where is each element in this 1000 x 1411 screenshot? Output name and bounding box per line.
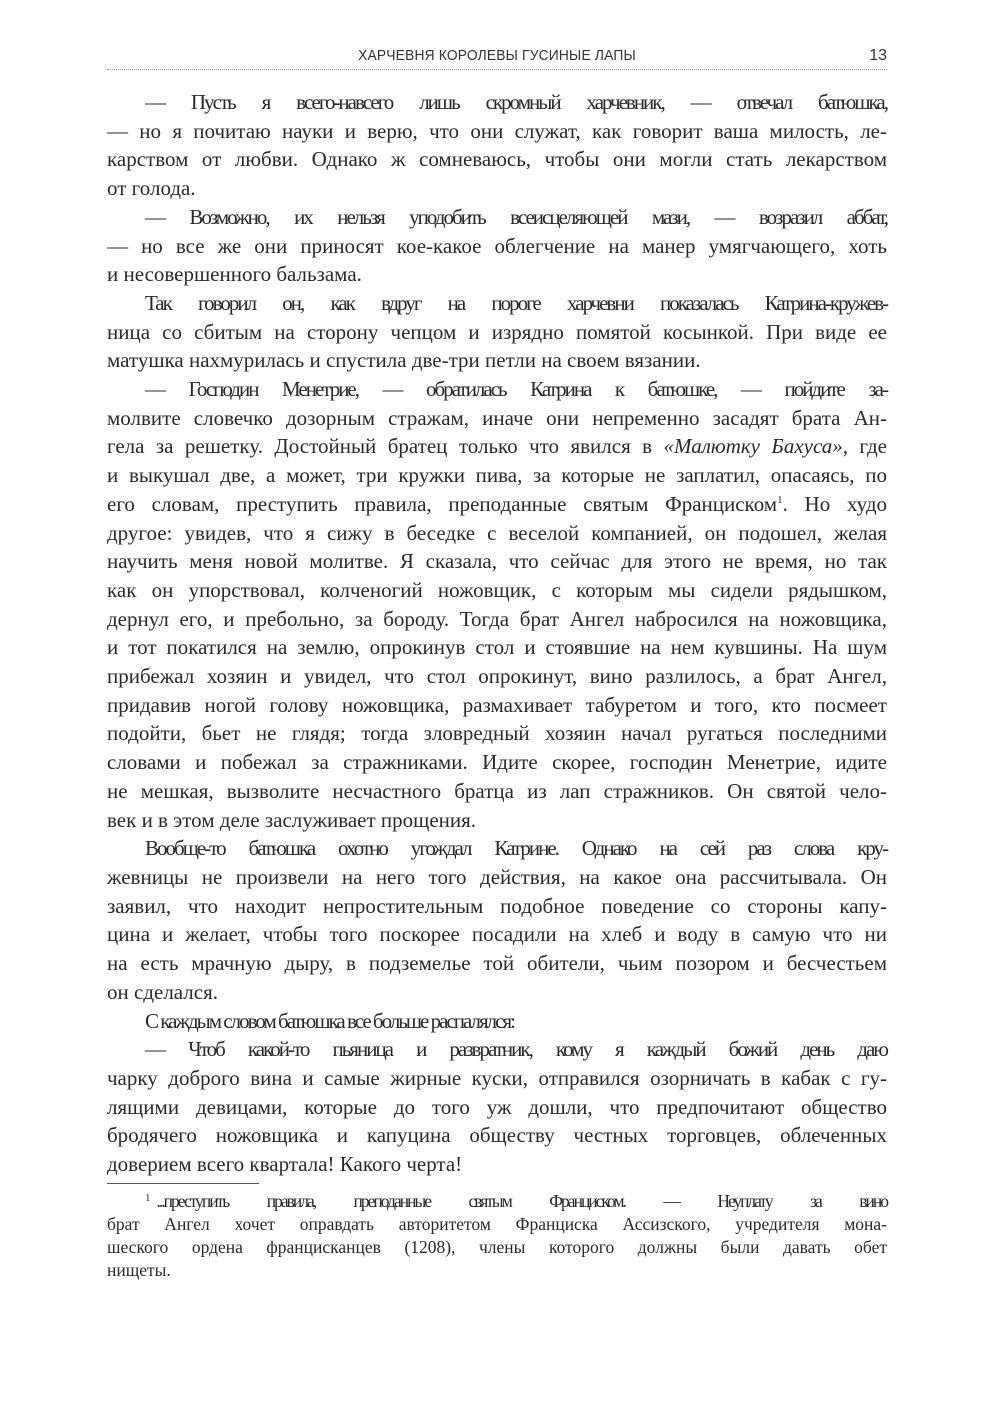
text-line: — Господин Менетрие, — обратилась Катрина к батюшке, — пойдите за- bbox=[145, 377, 887, 402]
paragraph bbox=[107, 203, 887, 289]
text-line: словами и побежал за стражниками. Идите скорее, господин Менетрие, идите bbox=[107, 750, 887, 775]
footnote-mark: 1 bbox=[145, 1192, 149, 1204]
text-segment: , где bbox=[842, 434, 887, 459]
footnote-line: нищеты. bbox=[107, 1260, 171, 1280]
footnote-line: брат Ангел хочет оправдать авторитетом Франциска Ассизского, учредителя мона- bbox=[107, 1214, 887, 1234]
text-line: другое: увидев, что я сижу в беседке с веселой компанией, он подошел, желая bbox=[107, 520, 887, 545]
text-line bbox=[107, 432, 887, 461]
text-line: — но я почитаю науки и верю, что они служат, как говорит ваша милость, ле- bbox=[107, 118, 887, 143]
text-line: прибежал хозяин и увидел, что стол опрокинут, вино разлилось, а брат Ангел, bbox=[107, 664, 887, 689]
text-line: — Чтоб какой-то пьяница и развратник, кому я каждый божий день даю bbox=[145, 1037, 887, 1062]
text-line: он сделался. bbox=[107, 979, 219, 1004]
paragraph bbox=[107, 375, 887, 834]
footnote-line bbox=[107, 1190, 887, 1213]
text-line: век и в этом деле заслуживает прощения. bbox=[107, 807, 477, 832]
text-line: бродячего ножовщика и капуцина обществу честных торговцев, облеченных bbox=[107, 1123, 887, 1148]
text-line: придавив ногой голову ножовщика, размахивает табуретом и того, кто посмеет bbox=[107, 692, 887, 717]
text-line: не мешкая, вызволите несчастного братца из лап стражников. Он святой чело- bbox=[107, 778, 887, 803]
paragraph bbox=[107, 834, 887, 1006]
text-line: и тот покатился на землю, опрокинув стол и стоявшие на нем кувшины. На шум bbox=[107, 635, 887, 660]
text-line: на есть мрачную дыру, в подземелье той обители, чьим позором и бесчестьем bbox=[107, 951, 887, 976]
text-line: подойти, бьет не глядя; тогда зловредный хозяин начал ругаться последними bbox=[107, 721, 887, 746]
text-segment: его словам, преступить правила, преподанные святым Франциском bbox=[107, 491, 778, 516]
text-line: Так говорил он, как вдруг на пороге харчевни показалась Катрина-кружев- bbox=[145, 290, 887, 315]
text-line: матушка нахмурилась и спустила две-три петли на своем вязании. bbox=[107, 348, 701, 373]
text-line: С каждым словом батюшка все больше распалялся: bbox=[145, 1008, 514, 1033]
text-line: как он упорствовал, колченогий ножовщик, с которым мы сидели рядышком, bbox=[107, 577, 887, 602]
text-line: от голода. bbox=[107, 176, 196, 201]
text-line: молвите словечко дозорным стражам, иначе они непременно засадят брата Ан- bbox=[107, 405, 887, 430]
footnote-reference: 1 bbox=[777, 493, 783, 506]
footnote bbox=[107, 1190, 887, 1282]
running-header bbox=[107, 45, 887, 70]
text-segment: гела за решетку. Достойный братец только что явился в bbox=[107, 434, 664, 459]
paragraph bbox=[107, 1035, 887, 1179]
italic-title: «Малютку Бахуса» bbox=[663, 434, 843, 459]
text-line: — Пусть я всего-навсего лишь скромный харчевник, — отвечал батюшка, bbox=[145, 90, 887, 114]
footnote-text: ...преступить правила, преподанные святым Франциском. — Неуплату за вино bbox=[156, 1191, 887, 1211]
paragraph bbox=[107, 289, 887, 375]
text-line: научить меня новой молитве. Я сказала, что сейчас для этого не время, но так bbox=[107, 549, 887, 574]
text-segment: . Но худо bbox=[782, 491, 888, 516]
footnote-divider bbox=[107, 1183, 259, 1184]
footnote-line: шеского ордена францисканцев (1208), члены которого должны были давать обет bbox=[107, 1237, 887, 1257]
text-line: Вообще-то батюшка охотно угождал Катрине. Однако на сей раз слова кру- bbox=[145, 836, 887, 861]
text-line: и несовершенного бальзама. bbox=[107, 262, 362, 287]
paragraph bbox=[107, 1007, 887, 1036]
page-number: 13 bbox=[869, 47, 887, 64]
text-line: заявил, что находит непростительным подобное поведение со стороны капу- bbox=[107, 893, 887, 918]
text-line: — Возможно, их нельзя уподобить всеисцеляющей мази, — возразил аббат, bbox=[145, 204, 887, 229]
text-line: лящими девицами, которые до того уж дошли, что предпочитают общество bbox=[107, 1094, 887, 1119]
text-line: дернул его, и пребольно, за бороду. Тогда брат Ангел набросился на ножовщика, bbox=[107, 606, 887, 631]
text-line: чарку доброго вина и самые жирные куски, отправился озорничать в кабак с гу- bbox=[107, 1065, 887, 1090]
text-line: жевницы не произвели на него того действия, на какое она рассчитывала. Он bbox=[107, 864, 887, 889]
text-line: — но все же они приносят кое-какое облегчение на манер умягчающего, хоть bbox=[107, 233, 887, 258]
text-line: карством от любви. Однако ж сомневаюсь, чтобы они могли стать лекарством bbox=[107, 147, 887, 172]
text-line: и выкушал две, а может, три кружки пива, за которые не заплатил, опасаясь, по bbox=[107, 463, 887, 488]
text-line: доверием всего квартала! Какого черта! bbox=[107, 1152, 463, 1177]
text-line bbox=[107, 490, 887, 519]
text-line: цина и желает, чтобы того поскорее посадили на хлеб и воду в самую что ни bbox=[107, 922, 887, 947]
text-line: ница со сбитым на сторону чепцом и изрядно помятой косынкой. При виде ее bbox=[107, 319, 887, 344]
paragraph bbox=[107, 88, 887, 203]
running-title: ХАРЧЕВНЯ КОРОЛЕВЫ ГУСИНЫЕ ЛАПЫ bbox=[358, 47, 636, 64]
main-text bbox=[107, 88, 887, 1179]
